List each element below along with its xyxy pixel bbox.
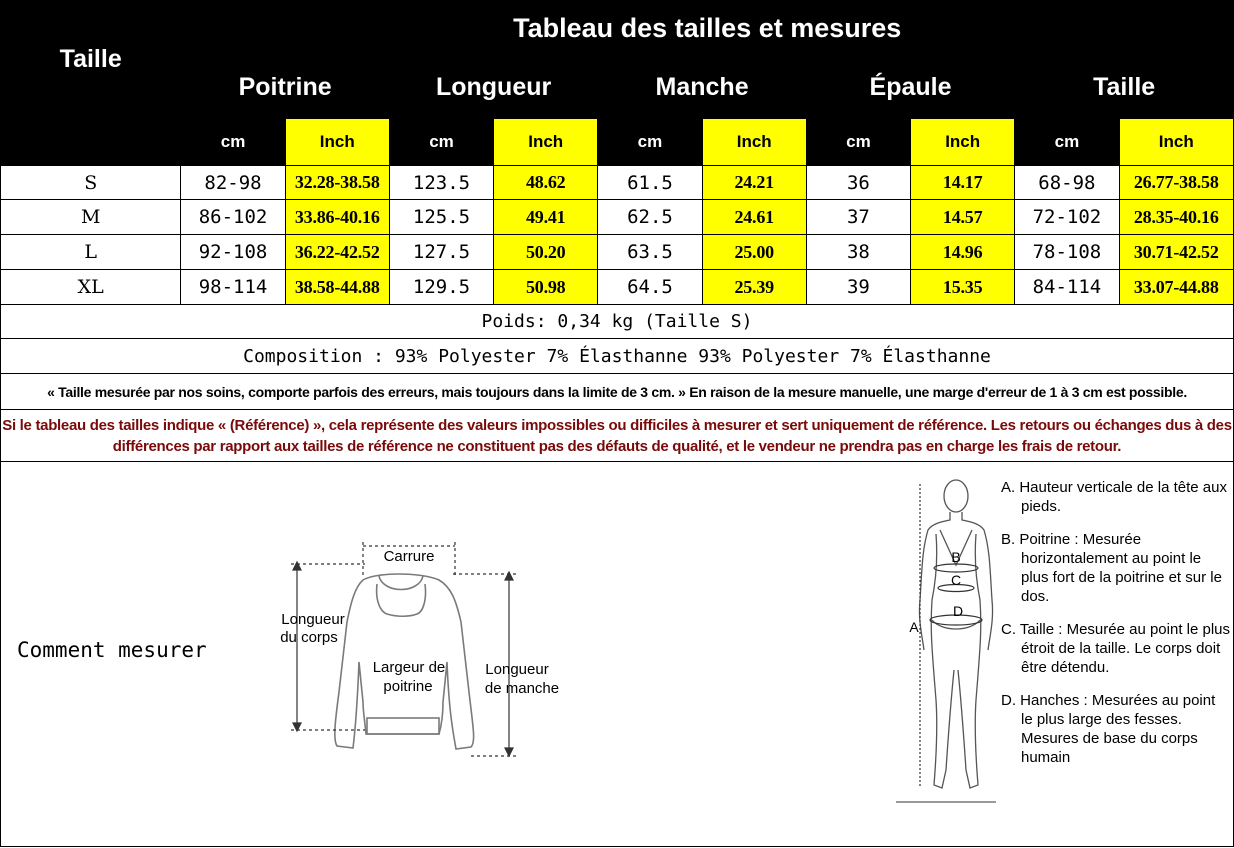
measurement-note: « Taille mesurée par nos soins, comporte parfois des erreurs, mais toujours dans la limite de 3 cm. » En raison de la mesure manuelle, une marge d'erreur de 1 à 3 cm est possible. bbox=[1, 374, 1234, 410]
value-inch-cell: 15.35 bbox=[911, 270, 1015, 305]
group-header-manche: Manche bbox=[598, 56, 806, 119]
legend-text-a: A. Hauteur verticale de la tête aux pieds. bbox=[1001, 479, 1227, 515]
size-cell: M bbox=[1, 200, 181, 235]
table-row bbox=[1, 270, 1234, 305]
reference-warning: Si le tableau des tailles indique « (Référence) », cela représente des valeurs impossibles ou difficiles à mesurer et sert uniquement de référence. Les retours ou échanges dus à des différences par rapport aux tailles de référence ne constituent pas des défauts de qualité, et le vendeur ne prendra pas en charge les frais de retour. bbox=[1, 410, 1234, 462]
composition-info: Composition : 93% Polyester 7% Élasthanne 93% Polyester 7% Élasthanne bbox=[1, 339, 1234, 374]
value-cm-cell: 92-108 bbox=[181, 235, 285, 270]
body-letter-c: C bbox=[950, 572, 962, 588]
value-cm-cell: 61.5 bbox=[598, 166, 702, 200]
value-inch-cell: 33.86-40.16 bbox=[285, 200, 389, 235]
unit-inch-header: Inch bbox=[494, 119, 598, 166]
value-inch-cell: 14.17 bbox=[911, 166, 1015, 200]
unit-inch-header: Inch bbox=[911, 119, 1015, 166]
legend-text-d: D. Hanches : Mesurées au point le plus large des fesses. Mesures de base du corps humain bbox=[1001, 692, 1216, 766]
body-letter-d: D bbox=[952, 603, 964, 619]
value-inch-cell: 14.57 bbox=[911, 200, 1015, 235]
group-header-epaule: Épaule bbox=[806, 56, 1014, 119]
how-to-measure-label: Comment mesurer bbox=[17, 638, 207, 662]
body-diagram bbox=[896, 470, 996, 810]
size-column-header: Taille bbox=[1, 1, 181, 119]
value-cm-cell: 78-108 bbox=[1015, 235, 1119, 270]
value-cm-cell: 38 bbox=[806, 235, 910, 270]
label-longueur-corps-line2: du corps bbox=[280, 629, 338, 646]
group-header-longueur: Longueur bbox=[389, 56, 597, 119]
value-inch-cell: 32.28-38.58 bbox=[285, 166, 389, 200]
value-inch-cell: 50.98 bbox=[494, 270, 598, 305]
unit-cm-header: cm bbox=[389, 119, 493, 166]
label-manche-line1: Longueur bbox=[485, 661, 549, 678]
value-inch-cell: 24.21 bbox=[702, 166, 806, 200]
value-cm-cell: 63.5 bbox=[598, 235, 702, 270]
value-inch-cell: 25.39 bbox=[702, 270, 806, 305]
unit-inch-header: Inch bbox=[702, 119, 806, 166]
label-largeur-line1: Largeur de bbox=[372, 659, 446, 676]
table-row bbox=[1, 235, 1234, 270]
unit-cm-header: cm bbox=[1015, 119, 1119, 166]
value-cm-cell: 84-114 bbox=[1015, 270, 1119, 305]
measurement-legend bbox=[1001, 478, 1231, 781]
value-cm-cell: 37 bbox=[806, 200, 910, 235]
shirt-diagram bbox=[271, 542, 581, 767]
value-inch-cell: 50.20 bbox=[494, 235, 598, 270]
table-row bbox=[1, 200, 1234, 235]
legend-text-c: C. Taille : Mesurée au point le plus étroit de la taille. Le corps doit être détendu. bbox=[1001, 621, 1231, 676]
size-cell: XL bbox=[1, 270, 181, 305]
value-cm-cell: 127.5 bbox=[389, 235, 493, 270]
value-inch-cell: 36.22-42.52 bbox=[285, 235, 389, 270]
unit-inch-header: Inch bbox=[285, 119, 389, 166]
value-cm-cell: 129.5 bbox=[389, 270, 493, 305]
label-carrure: Carrure bbox=[383, 548, 435, 565]
legend-text-b: B. Poitrine : Mesurée horizontalement au point le plus fort de la poitrine et sur le dos. bbox=[1001, 531, 1222, 605]
size-cell: S bbox=[1, 166, 181, 200]
value-cm-cell: 86-102 bbox=[181, 200, 285, 235]
unit-header-spacer bbox=[1, 119, 181, 166]
legend-item-b bbox=[1001, 530, 1231, 606]
label-manche-line2: de manche bbox=[484, 680, 560, 697]
value-inch-cell: 14.96 bbox=[911, 235, 1015, 270]
legend-item-d bbox=[1001, 691, 1231, 767]
value-inch-cell: 26.77-38.58 bbox=[1119, 166, 1233, 200]
value-cm-cell: 72-102 bbox=[1015, 200, 1119, 235]
label-longueur-corps-line1: Longueur bbox=[281, 611, 345, 628]
value-inch-cell: 38.58-44.88 bbox=[285, 270, 389, 305]
body-letter-a: A bbox=[909, 619, 919, 635]
value-inch-cell: 49.41 bbox=[494, 200, 598, 235]
value-cm-cell: 36 bbox=[806, 166, 910, 200]
label-largeur-line2: poitrine bbox=[383, 678, 433, 695]
value-inch-cell: 25.00 bbox=[702, 235, 806, 270]
unit-cm-header: cm bbox=[181, 119, 285, 166]
value-inch-cell: 30.71-42.52 bbox=[1119, 235, 1233, 270]
value-cm-cell: 82-98 bbox=[181, 166, 285, 200]
value-inch-cell: 24.61 bbox=[702, 200, 806, 235]
body-letter-b: B bbox=[951, 549, 961, 565]
value-cm-cell: 68-98 bbox=[1015, 166, 1119, 200]
how-to-measure-panel bbox=[0, 462, 1234, 847]
value-cm-cell: 64.5 bbox=[598, 270, 702, 305]
legend-item-c bbox=[1001, 620, 1231, 677]
group-header-poitrine: Poitrine bbox=[181, 56, 389, 119]
value-cm-cell: 62.5 bbox=[598, 200, 702, 235]
value-inch-cell: 28.35-40.16 bbox=[1119, 200, 1233, 235]
value-cm-cell: 123.5 bbox=[389, 166, 493, 200]
table-row bbox=[1, 166, 1234, 200]
value-cm-cell: 39 bbox=[806, 270, 910, 305]
weight-info: Poids: 0,34 kg (Taille S) bbox=[1, 305, 1234, 339]
value-inch-cell: 48.62 bbox=[494, 166, 598, 200]
value-cm-cell: 125.5 bbox=[389, 200, 493, 235]
value-cm-cell: 98-114 bbox=[181, 270, 285, 305]
unit-cm-header: cm bbox=[806, 119, 910, 166]
legend-item-a bbox=[1001, 478, 1231, 516]
size-cell: L bbox=[1, 235, 181, 270]
unit-inch-header: Inch bbox=[1119, 119, 1233, 166]
unit-cm-header: cm bbox=[598, 119, 702, 166]
group-header-taille: Taille bbox=[1015, 56, 1234, 119]
value-inch-cell: 33.07-44.88 bbox=[1119, 270, 1233, 305]
table-title: Tableau des tailles et mesures bbox=[181, 1, 1234, 56]
